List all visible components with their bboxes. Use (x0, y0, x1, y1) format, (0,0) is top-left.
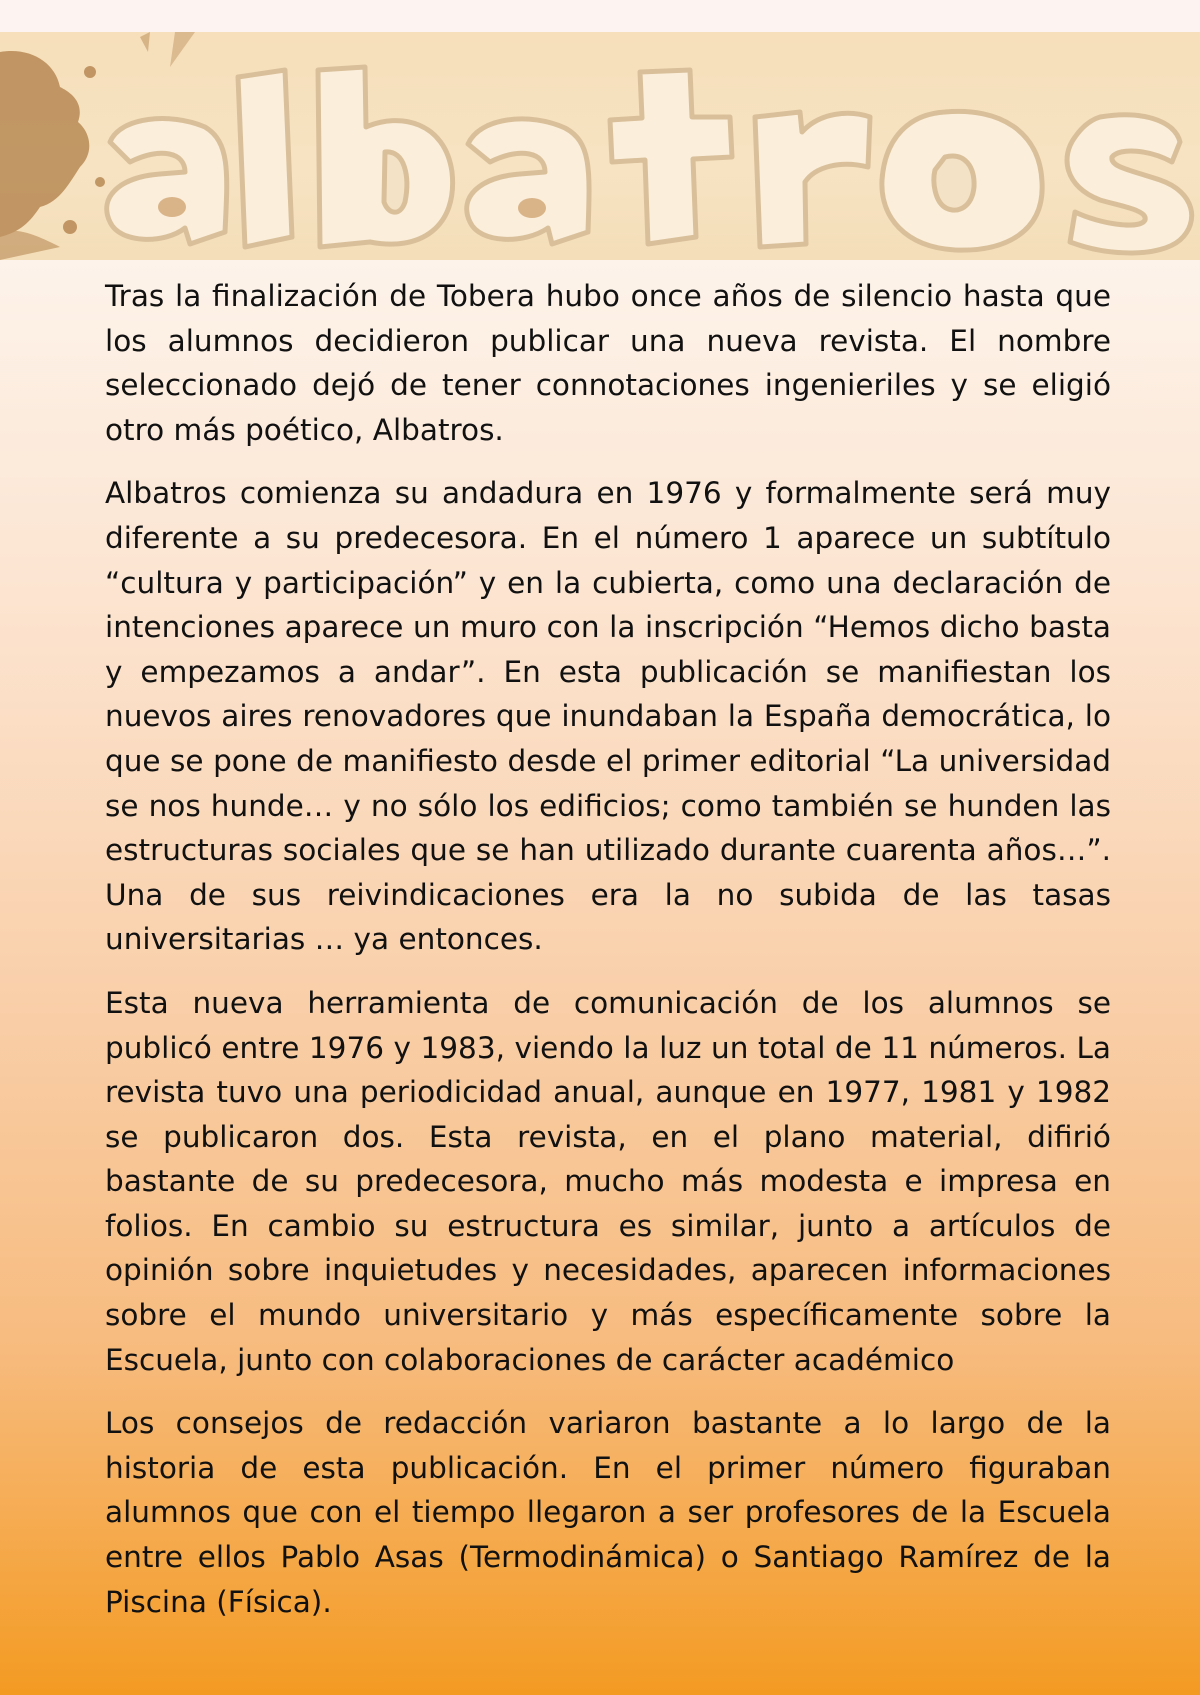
logo-letters (107, 67, 1192, 253)
letter-l (238, 70, 292, 247)
letter-a2-counter (518, 198, 546, 218)
letter-a2 (467, 119, 589, 244)
letter-r (755, 112, 870, 247)
albatros-logo (0, 32, 1200, 260)
article-body (105, 274, 1111, 1643)
paragraph-4: Los consejos de redacción variaron bastante a lo largo de la historia de esta publicación. En el primer número figuraban alumnos que con el tiempo llegaron a ser profesores de la Escuela entre ellos Pablo Asas (Termodinámica) o Santiago Ramírez de la Piscina (Física). (105, 1406, 1111, 1619)
paragraph-1: Tras la finalización de Tobera hubo once años de silencio hasta que los alumnos decidieron publicar una nueva revista. El nombre seleccionado dejó de tener connotaciones ingenieriles y se eligió otro más poético, Albatros. (105, 279, 1111, 447)
letter-o-counter (934, 156, 974, 210)
letter-s (1067, 115, 1192, 253)
top-strip (0, 0, 1200, 32)
albatros-banner (0, 32, 1200, 260)
letter-t (610, 70, 732, 244)
letter-a (107, 119, 227, 244)
letter-b-counter (384, 152, 407, 212)
letter-a-counter (158, 197, 186, 217)
paragraph-3: Esta nueva herramienta de comunicación de los alumnos se publicó entre 1976 y 1983, viendo la luz un total de 11 números. La revista tuvo una periodicidad anual, aunque en 1977, 1981 y 1982 se publicaron dos. Esta revista, en el plano material, difirió bastante de su predecesora, mucho más modesta e impresa en folios. En cambio su estructura es similar, junto a artículos de opinión sobre inquietudes y necesidades, aparecen informaciones sobre el mundo universitario y más específicamente sobre la Escuela, junto con colaboraciones de carácter académico (105, 985, 1111, 1377)
paragraph-2: Albatros comienza su andadura en 1976 y formalmente será muy diferente a su predecesora. En el número 1 aparece un subtítulo “cultura y participación” y en la cubierta, como una declaración de intenciones aparece un muro con la inscripción “Hemos dicho basta y empezamos a andar”. En esta publicación se manifiestan los nuevos aires renovadores que inundaban la España democrática, lo que se pone de manifiesto desde el primer editorial “La universidad se nos hunde… y no sólo los edificios; como también se hunden las estructuras sociales que se han utilizado durante cuarenta años…”. Una de sus reivindicaciones era la no subida de las tasas universitarias … ya entonces. (105, 476, 1111, 957)
